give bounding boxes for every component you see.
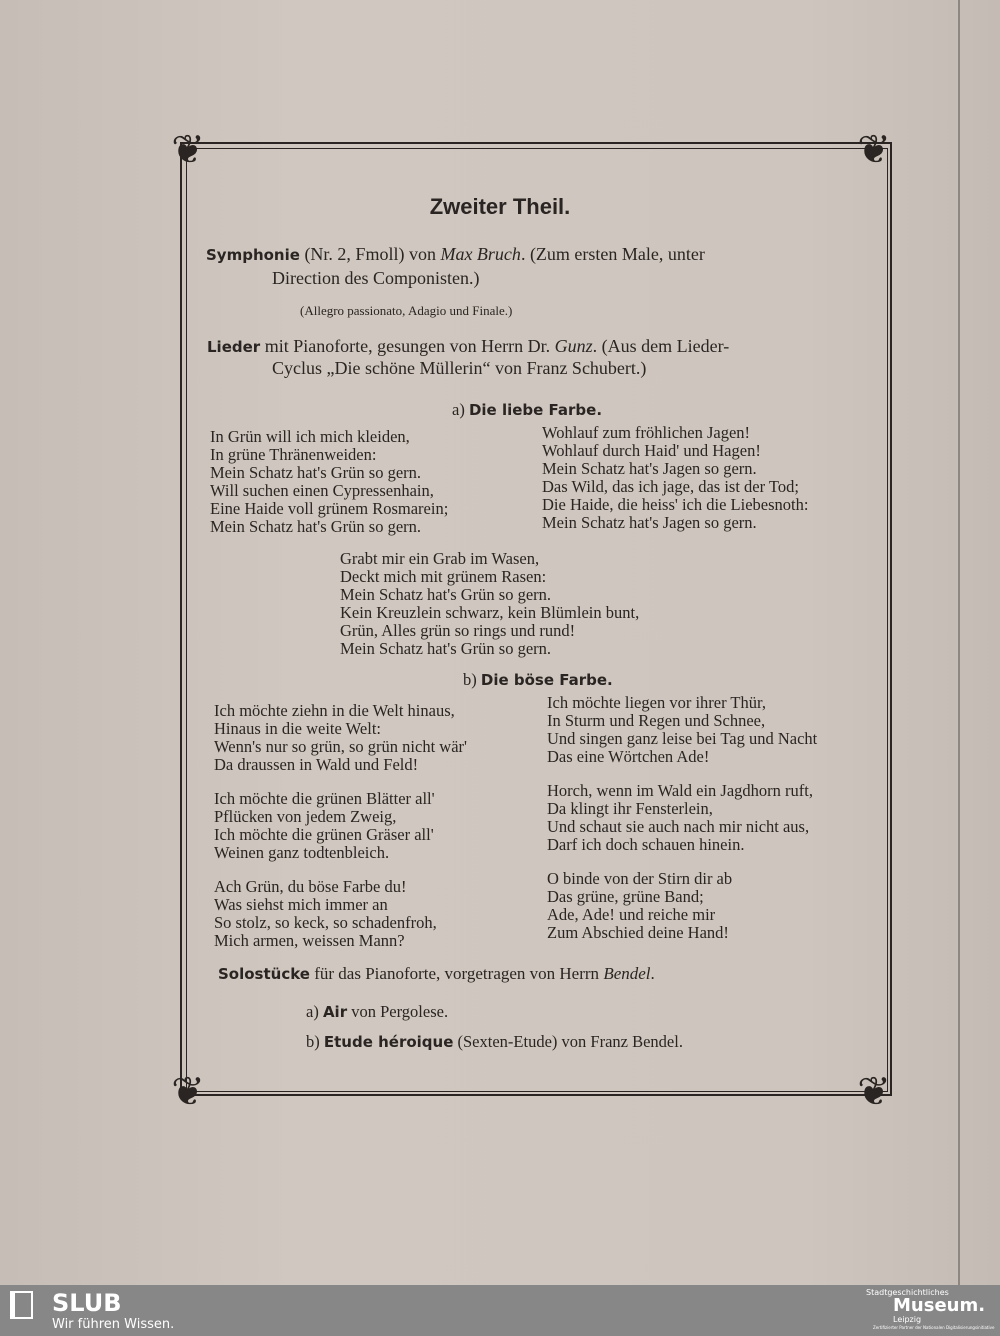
verse-line: Deckt mich mit grünem Rasen: xyxy=(340,567,547,586)
song-b-heading xyxy=(463,670,613,690)
text: . (Zum ersten Male, unter xyxy=(520,244,705,264)
marker: b) xyxy=(306,1032,320,1051)
verse-line: Mein Schatz hat's Jagen so gern. xyxy=(542,513,757,532)
verse-line: Da draussen in Wald und Feld! xyxy=(214,755,419,774)
lieder-line-2: Cyclus „Die schöne Müllerin“ von Franz Schubert.) xyxy=(272,358,647,378)
marker: a) xyxy=(306,1002,319,1021)
verse-line: Mein Schatz hat's Jagen so gern. xyxy=(542,459,757,478)
verse-line: Und singen ganz leise bei Tag und Nacht xyxy=(547,729,818,748)
lieder-line-1 xyxy=(207,336,729,357)
museum-note: Zertifizierter Partner der Nationalen Digitalisierungsinitiative xyxy=(873,1325,995,1330)
piece-label: Symphonie xyxy=(206,246,300,264)
piece-title: Air xyxy=(322,1003,348,1021)
corner-ornament-icon: ❦ xyxy=(857,127,891,172)
slub-tagline: Wir führen Wissen. xyxy=(52,1317,175,1332)
verse-line: Mein Schatz hat's Grün so gern. xyxy=(340,585,552,604)
verse-line: Kein Kreuzlein schwarz, kein Blümlein bunt, xyxy=(340,603,640,622)
verse-line: Hinaus in die weite Welt: xyxy=(214,719,381,738)
movements: (Allegro passionato, Adagio und Finale.) xyxy=(300,303,513,318)
solo-b xyxy=(306,1032,683,1052)
verse-line: Eine Haide voll grünem Rosmarein; xyxy=(210,499,449,518)
footer-bar xyxy=(0,1285,1000,1336)
text: von Pergolese. xyxy=(351,1002,449,1021)
verse-line: Mein Schatz hat's Grün so gern. xyxy=(210,517,422,536)
verse-line: Mich armen, weissen Mann? xyxy=(214,931,405,950)
aC-stanza xyxy=(340,550,639,658)
corner-ornament-icon: ❦ xyxy=(857,1069,891,1114)
bR-stanza xyxy=(547,694,817,942)
page-edge xyxy=(958,0,960,1285)
verse-line: Grün, Alles grün so rings und rund! xyxy=(340,621,576,640)
verse-line: Wohlauf durch Haid' und Hagen! xyxy=(542,441,761,460)
song-title: Die liebe Farbe. xyxy=(468,401,603,419)
museum-city: Leipzig xyxy=(893,1315,922,1324)
verse-line: Das grüne, grüne Band; xyxy=(547,887,704,906)
verse-line: Was siehst mich immer an xyxy=(214,895,388,914)
verse-line: Die Haide, die heiss' ich die Liebesnoth: xyxy=(542,495,809,514)
verse-line: In grüne Thränenweiden: xyxy=(210,445,377,464)
verse-line: Will suchen einen Cypressenhain, xyxy=(210,481,434,500)
text: für das Pianoforte, vorgetragen von Herrn xyxy=(314,964,600,983)
piece-label: Lieder xyxy=(207,338,261,356)
verse-line: Ich möchte die grünen Blätter all' xyxy=(214,789,435,808)
composer: Max Bruch xyxy=(440,244,521,264)
verse-line: Zum Abschied deine Hand! xyxy=(547,923,729,942)
corner-ornament-icon: ❦ xyxy=(171,127,205,172)
verse-line: Ich möchte ziehn in die Welt hinaus, xyxy=(214,701,455,720)
museum-label: Stadtgeschichtliches xyxy=(866,1288,949,1297)
verse-line: Pflücken von jedem Zweig, xyxy=(214,807,397,826)
symphonie-line-2: Direction des Componisten.) xyxy=(272,268,480,288)
verse-line: Das eine Wörtchen Ade! xyxy=(547,747,710,766)
marker: b) xyxy=(463,670,477,689)
verse-line: So stolz, so keck, so schadenfroh, xyxy=(214,913,437,932)
verse-line: Wenn's nur so grün, so grün nicht wär' xyxy=(214,737,467,756)
verse-line: Grabt mir ein Grab im Wasen, xyxy=(340,549,540,568)
song-a-heading xyxy=(452,400,602,420)
verse-line: Und schaut sie auch nach mir nicht aus, xyxy=(547,817,810,836)
text: (Nr. 2, Fmoll) von xyxy=(304,244,436,264)
verse-line: Mein Schatz hat's Grün so gern. xyxy=(210,463,422,482)
piece-label: Solostücke xyxy=(218,965,310,983)
verse-line: Das Wild, das ich jage, das ist der Tod; xyxy=(542,477,799,496)
verse-line: Da klingt ihr Fensterlein, xyxy=(547,799,713,818)
symphonie-line-1 xyxy=(206,244,705,265)
verse-line: Ade, Ade! und reiche mir xyxy=(547,905,716,924)
verse-line: Wohlauf zum fröhlichen Jagen! xyxy=(542,423,751,442)
solo-a xyxy=(306,1002,448,1022)
corner-ornament-icon: ❦ xyxy=(171,1069,205,1114)
marker: a) xyxy=(452,400,465,419)
performer: Bendel xyxy=(603,964,651,983)
verse-line: Mein Schatz hat's Grün so gern. xyxy=(340,639,552,658)
song-title: Die böse Farbe. xyxy=(480,671,613,689)
aL-stanza xyxy=(210,428,448,536)
verse-line: Ach Grün, du böse Farbe du! xyxy=(214,877,407,896)
solo-line xyxy=(218,964,655,984)
singer: Gunz xyxy=(554,336,593,356)
verse-line: Ich möchte liegen vor ihrer Thür, xyxy=(547,693,766,712)
verse-line: Darf ich doch schauen hinein. xyxy=(547,835,745,854)
verse-line: Horch, wenn im Wald ein Jagdhorn ruft, xyxy=(547,781,813,800)
text: mit Pianoforte, gesungen von Herrn Dr. xyxy=(264,336,551,356)
museum-logo[interactable]: Museum. xyxy=(893,1295,986,1316)
verse-line: In Sturm und Regen und Schnee, xyxy=(547,711,766,730)
verse-line: Weinen ganz todtenbleich. xyxy=(214,843,390,862)
text: (Sexten-Etude) von Franz Bendel. xyxy=(457,1032,683,1051)
bL-stanza xyxy=(214,702,467,950)
verse-line: O binde von der Stirn dir ab xyxy=(547,869,733,888)
section-title: Zweiter Theil. xyxy=(429,194,571,219)
text: . xyxy=(650,964,655,983)
verse-line: Ich möchte die grünen Gräser all' xyxy=(214,825,434,844)
piece-title: Etude héroique xyxy=(323,1033,454,1051)
slub-book-icon xyxy=(10,1291,33,1319)
verse-line: In Grün will ich mich kleiden, xyxy=(210,427,410,446)
aR-stanza xyxy=(542,424,808,532)
text: . (Aus dem Lieder- xyxy=(592,336,730,356)
slub-logo[interactable]: SLUB xyxy=(52,1289,122,1317)
